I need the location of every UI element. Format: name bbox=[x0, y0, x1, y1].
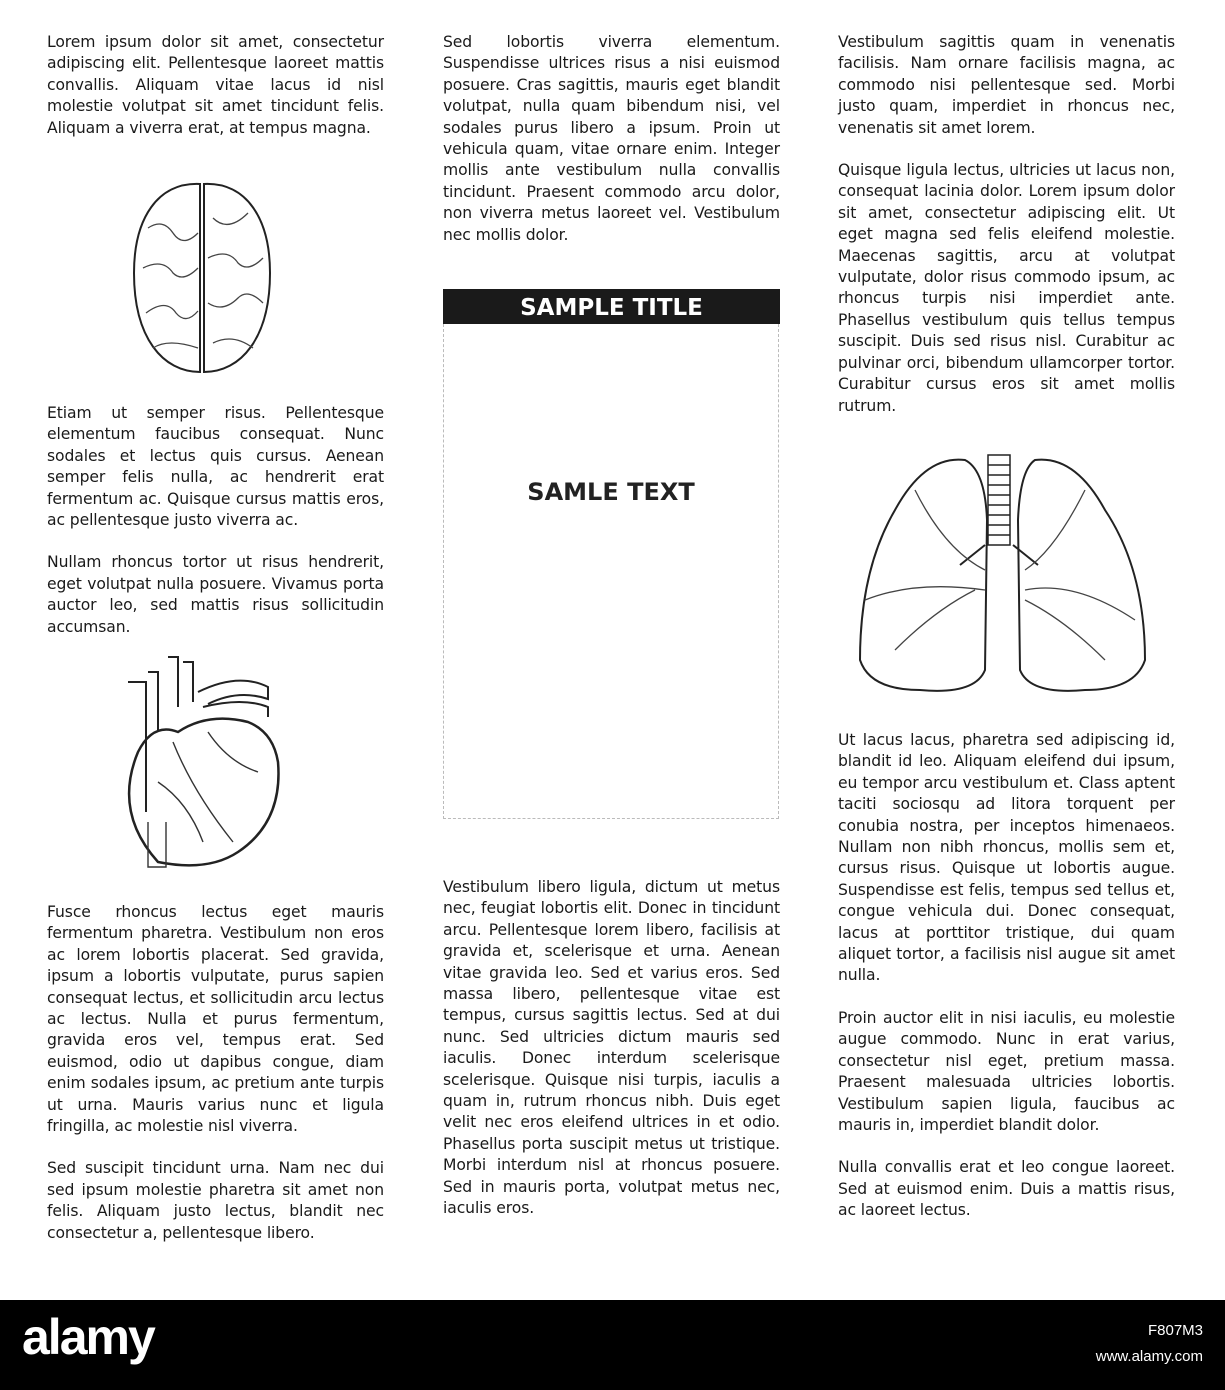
paragraph: Nulla convallis erat et leo congue laoreet. Sed at euismod enim. Duis a mattis risus, ac laoreet lectus. bbox=[838, 1158, 1175, 1220]
brain-illustration bbox=[128, 178, 276, 378]
paragraph: Etiam ut semper risus. Pellentesque elementum faucibus consequat. Nunc sodales et lectus quis cursus. Aenean semper felis nulla, ac hendrerit erat fermentum ac. Quisque cursus mattis eros, ac pellentesque justo viverra ac. bbox=[47, 404, 384, 530]
column-1 bbox=[47, 32, 384, 160]
image-id bbox=[1148, 1322, 1203, 1339]
paragraph: Quisque ligula lectus, ultricies ut lacus non, consequat lacinia dolor. Lorem ipsum dolor sit amet, consectetur adipiscing elit. Ut eget magna sed felis eleifend molestie. Maecenas sagittis, arcu at volutpat vulputate, dolor risus commodo ipsum, ac rhoncus turpis nisi imperdiet ante. Phasellus vestibulum quis tellus tempus suscipit. Duis sed risus nisl. Curabitur ac pulvinar orci, bibendum ullamcorper tortor. Curabitur cursus eros sit amet mollis rutrum. bbox=[838, 161, 1175, 415]
paragraph: Lorem ipsum dolor sit amet, consectetur adipiscing elit. Pellentesque laoreet mattis convallis. Aliquam vitae lacus id nisl molestie volutpat sit amet tincidunt felis. Aliquam a viverra erat, at tempus magna. bbox=[47, 33, 384, 137]
paragraph: Vestibulum sagittis quam in venenatis facilisis. Nam ornare facilisis magna, ac commodo nisi pellentesque sed. Morbi justo quam, imperdiet in rhoncus nec, venenatis sit amet lorem. bbox=[838, 33, 1175, 137]
sample-text: SAMLE TEXT bbox=[527, 478, 695, 506]
lungs-illustration bbox=[855, 450, 1155, 698]
column-2-bottom bbox=[443, 877, 780, 1241]
paragraph: Proin auctor elit in nisi iaculis, eu molestie augue commodo. Nunc in erat varius, consectetur nisl eget, pretium massa. Praesent malesuada ultricies lobortis. Vestibulum sapien ligula, faucibus ac mauris in, imperdiet blandit dolor. bbox=[838, 1008, 1175, 1134]
paragraph: Sed suscipit tincidunt urna. Nam nec dui sed ipsum molestie pharetra sit amet non felis. Aliquam justo lectus, blandit nec consectetur a, pellentesque libero. bbox=[47, 1159, 384, 1242]
paragraph: Fusce rhoncus lectus eget mauris fermentum pharetra. Vestibulum non eros ac lorem lobortis placerat. Sed gravida, ipsum a lobortis vulputate, purus sapien consequat lectus, et sollicitudin arcu lectus ac lectus. Nulla et purus fermentum, gravida eros vel, tempus erat. Sed euismod, odio ut dapibus congue, diam enim sodales ipsum, ac pretium ante turpis ut urna. Mauris varius nunc et ligula fringilla, ac molestie nisl viverra. bbox=[47, 903, 384, 1136]
paragraph: Ut lacus lacus, pharetra sed adipiscing id, blandit id leo. Aliquam eleifend dui ipsum, eu tempor arcu vestibulum et. Class aptent taciti sociosqu ad litora torquent per conubia nostra, per inceptos himenaeos. Nullam non nibh rhoncus, mollis sem et, cursus risus. Quisque ut lobortis augue. Suspendisse est felis, tempus sed tellus et, congue vehicula dui. Donec consequat, lacus at porttitor tristique, dui quam aliquet tortor, a facilisis nisl augue sit amet nulla. bbox=[838, 731, 1175, 985]
site-url: www.alamy.com bbox=[1095, 1348, 1203, 1365]
column-1-mid bbox=[47, 403, 384, 659]
column-2 bbox=[443, 32, 780, 267]
image-id-value: F807M3 bbox=[1147, 1322, 1203, 1339]
alamy-logo: alamy bbox=[22, 1309, 154, 1365]
sample-box bbox=[443, 324, 779, 819]
column-1-bottom bbox=[47, 902, 384, 1265]
paragraph: Nullam rhoncus tortor ut risus hendrerit, eget volutpat nulla posuere. Vivamus porta auctor leo, sed mattis risus sollicitudin accumsan. bbox=[47, 553, 384, 636]
heart-illustration bbox=[118, 652, 283, 872]
column-3-bottom bbox=[838, 730, 1175, 1243]
watermark-footer bbox=[0, 1300, 1225, 1390]
paragraph: Vestibulum libero ligula, dictum ut metus nec, feugiat lobortis elit. Donec in tincidunt arcu. Pellentesque lorem libero, facilisis at gravida et, scelerisque et urna. Aenean vitae gravida leo. Sed et varius eros. Sed massa libero, pellentesque vitae est tempus, cursus sagittis lectus. Sed at dui nunc. Sed ultricies dictum mauris sed iaculis. Donec interdum scelerisque scelerisque. Quisque nisi turpis, iaculis a quam in, rutrum rhoncus nibh. Duis eget velit nec eros eleifend ultrices in et odio. Phasellus porta suscipit metus ut tristique. Morbi interdum nisl at rhoncus posuere. Sed in mauris porta, volutpat metus nec, iaculis eros. bbox=[443, 878, 780, 1218]
sample-title: SAMPLE TITLE bbox=[443, 289, 780, 324]
column-3 bbox=[838, 32, 1175, 438]
paragraph: Sed lobortis viverra elementum. Suspendisse ultrices risus a nisi euismod posuere. Cras sagittis, mauris eget blandit volutpat, nulla quam bibendum nisi, vel sodales purus libero a ipsum. Proin ut vehicula quam, vitae ornare enim. Integer mollis ante vestibulum nulla convallis tincidunt. Praesent commodo arcu dolor, non viverra metus laoreet vel. Vestibulum nec mollis dolor. bbox=[443, 33, 780, 244]
